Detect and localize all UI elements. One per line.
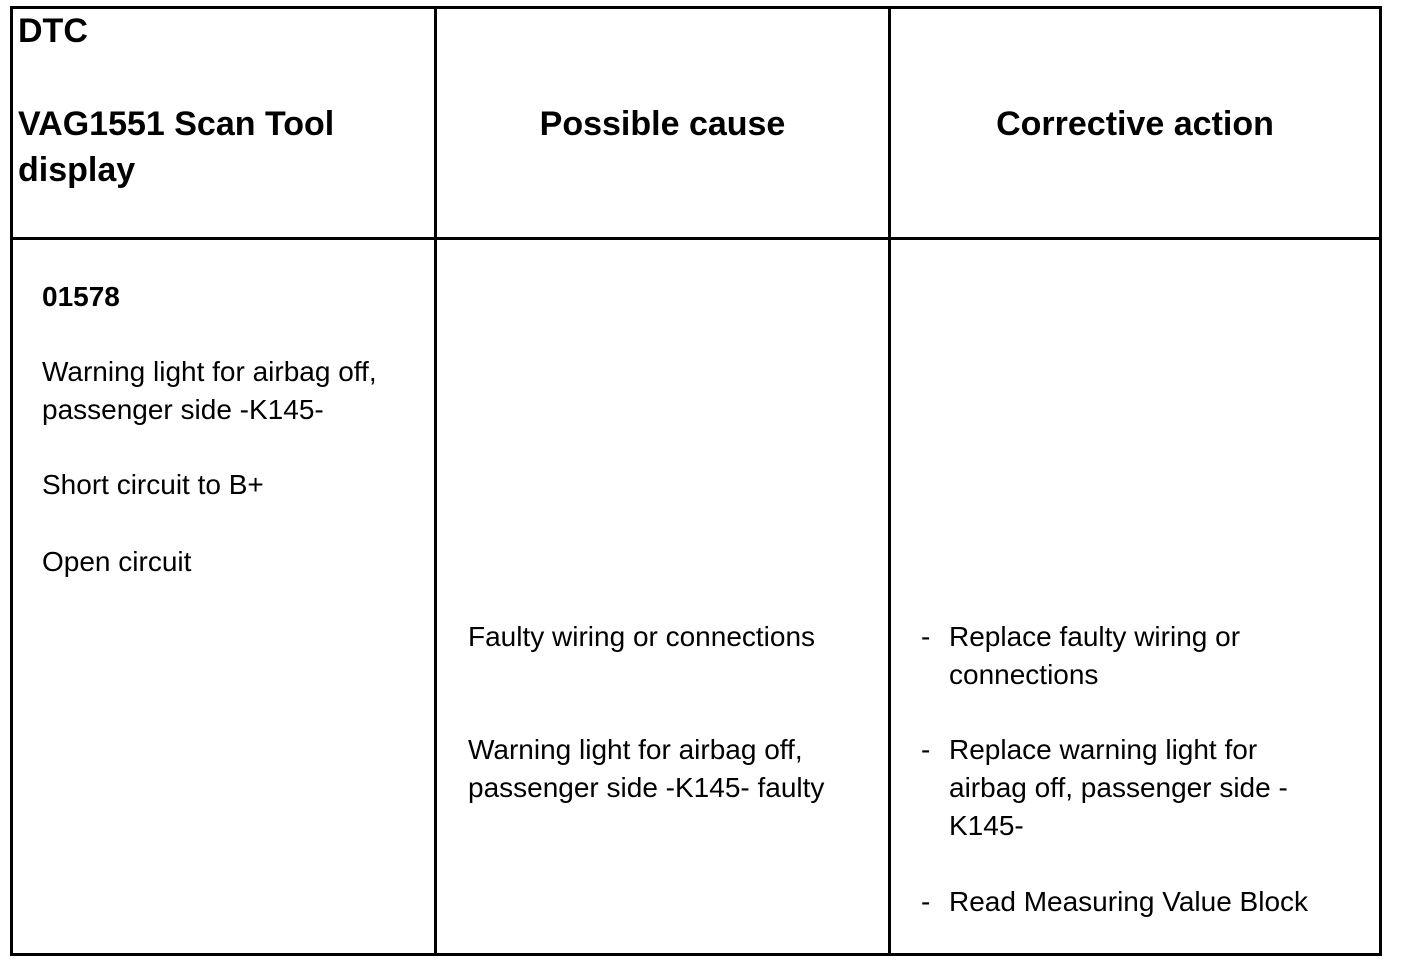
dtc-description-line2: passenger side -K145- [42,394,324,425]
action-replace-wiring-line2: connections [949,659,1099,690]
header-dtc: DTC [18,12,88,50]
action-replace-wiring-line1: Replace faulty wiring or [949,621,1241,652]
dtc-code: 01578 [42,281,120,312]
dtc-fault-short-circuit: Short circuit to B+ [42,469,264,500]
header-scan-tool: VAG1551 Scan Tool [18,105,335,143]
bullet-dash: - [921,886,931,917]
dtc-description-line1: Warning light for airbag off, [42,356,377,387]
column-divider-1 [434,6,437,956]
dtc-fault-open-circuit: Open circuit [42,546,192,577]
cause-warning-light-line2: passenger side -K145- faulty [468,772,825,803]
action-replace-light-line2: airbag off, passenger side - [949,772,1288,803]
action-replace-light-line3: K145- [949,810,1024,841]
bullet-dash: - [921,621,931,652]
column-divider-2 [888,6,891,956]
action-replace-light-line1: Replace warning light for [949,734,1258,765]
header-display: display [18,151,136,189]
cause-warning-light-line1: Warning light for airbag off, [468,734,803,765]
header-possible-cause: Possible cause [539,105,786,143]
bullet-dash: - [921,734,931,765]
header-divider [10,237,1382,240]
header-corrective-action: Corrective action [996,105,1274,143]
action-read-mvb-line1: Read Measuring Value Block [949,886,1309,917]
cause-faulty-wiring: Faulty wiring or connections [468,621,816,652]
